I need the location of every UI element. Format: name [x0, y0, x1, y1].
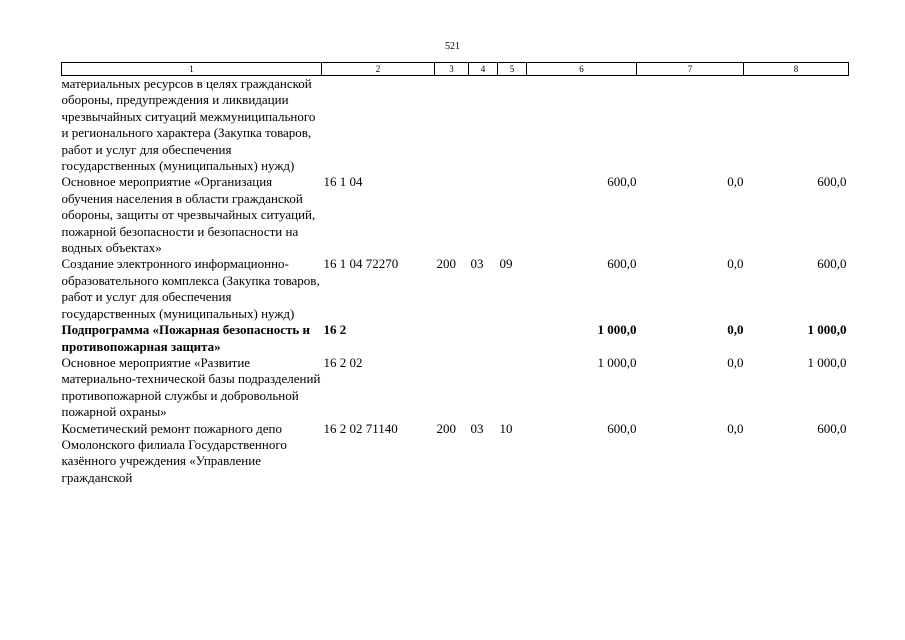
- row-c5: 09: [499, 256, 513, 272]
- row-c5: [498, 174, 527, 256]
- row-value-7: 0,0: [727, 420, 744, 436]
- row-name: Основное мероприятие «Организация обучения населения в области гражданской обороны, защиты от чрезвычайных ситуаций, пожарной безопасности и безопасности на водных объектах»: [61, 174, 316, 256]
- row-value-7: 0,0: [727, 256, 744, 272]
- row-c4: 03: [470, 256, 484, 272]
- row-value-6: 600,0: [607, 174, 637, 190]
- column-header-8: 8: [744, 63, 849, 76]
- column-header-6: 6: [527, 63, 637, 76]
- row-c3: 200: [436, 256, 456, 272]
- table-row: [62, 174, 849, 256]
- table-row: [62, 256, 849, 322]
- column-header-5: 5: [498, 63, 527, 76]
- row-value-8: 1 000,0: [807, 354, 847, 370]
- table-row: [62, 76, 849, 175]
- budget-table: [61, 62, 849, 486]
- row-c3: [435, 322, 469, 355]
- header-row: [62, 63, 849, 76]
- row-value-8: 600,0: [817, 420, 847, 436]
- row-code: 16 2 02: [323, 354, 363, 370]
- row-value-8: [744, 76, 849, 175]
- row-c4: [469, 355, 498, 421]
- row-c3: [435, 355, 469, 421]
- row-value-7: [637, 76, 744, 175]
- row-code: [322, 76, 435, 175]
- row-c5: [498, 355, 527, 421]
- row-name: Основное мероприятие «Развитие материально-технической базы подразделений противопожарной службы и добровольной пожарной охраны»: [61, 354, 321, 420]
- page-number: 521: [445, 41, 460, 52]
- table-row: [62, 421, 849, 487]
- row-value-7: 0,0: [727, 174, 744, 190]
- row-value-8: 600,0: [817, 256, 847, 272]
- row-code: 16 2: [323, 322, 347, 338]
- row-value-8: 600,0: [817, 174, 847, 190]
- row-c4: [469, 322, 498, 355]
- row-c3: 200: [436, 420, 456, 436]
- column-header-1: 1: [62, 63, 322, 76]
- row-name: Подпрограмма «Пожарная безопасность и противопожарная защита»: [61, 322, 311, 354]
- row-c4: [469, 174, 498, 256]
- row-c3: [435, 76, 469, 175]
- row-value-7: 0,0: [727, 322, 744, 338]
- table-row: [62, 355, 849, 421]
- row-value-6: 600,0: [607, 420, 637, 436]
- table-row: [62, 322, 849, 355]
- column-header-4: 4: [469, 63, 498, 76]
- row-c4: 03: [470, 420, 484, 436]
- row-name: Создание электронного информационно-образовательного комплекса (Закупка товаров, работ и услуг для обеспечения государственных (муниципальных) нужд): [61, 256, 320, 321]
- row-name: материальных ресурсов в целях гражданской обороны, предупреждения и ликвидации чрезвычайных ситуаций межмуниципального и регионального характера (Закупка товаров, работ и услуг для обеспечения государственных (муниципальных) нужд): [61, 76, 316, 174]
- row-value-6: 600,0: [607, 256, 637, 272]
- row-code: 16 2 02 71140: [323, 420, 398, 436]
- row-c5: 10: [499, 420, 513, 436]
- row-code: 16 1 04: [323, 174, 363, 190]
- row-value-8: 1 000,0: [807, 322, 847, 338]
- row-value-6: 1 000,0: [597, 354, 637, 370]
- row-value-6: [527, 76, 637, 175]
- column-header-7: 7: [637, 63, 744, 76]
- column-header-2: 2: [322, 63, 435, 76]
- row-value-7: 0,0: [727, 354, 744, 370]
- row-value-6: 1 000,0: [597, 322, 637, 338]
- row-code: 16 1 04 72270: [323, 256, 399, 272]
- row-c5: [498, 322, 527, 355]
- row-name: Косметический ремонт пожарного депо Омолонского филиала Государственного казённого учреждения «Управление гражданской: [61, 420, 287, 485]
- column-header-3: 3: [435, 63, 469, 76]
- row-c4: [469, 76, 498, 175]
- row-c5: [498, 76, 527, 175]
- row-c3: [435, 174, 469, 256]
